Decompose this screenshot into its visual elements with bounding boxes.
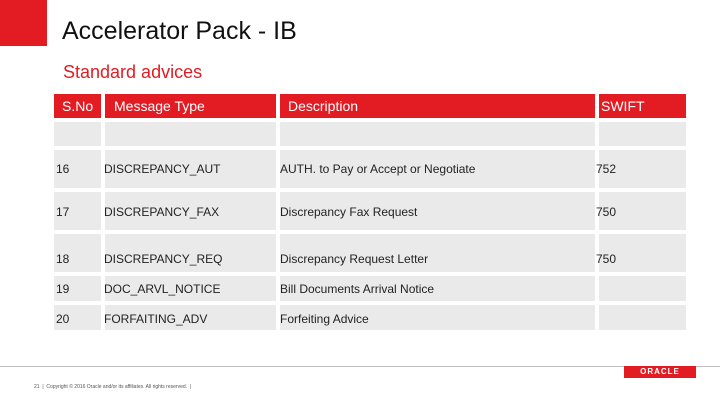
spacer-cell: [54, 122, 101, 146]
cell-sno: 18: [56, 252, 70, 266]
table-row: [54, 276, 686, 301]
cell-sno: 20: [56, 312, 70, 326]
cell-description: Bill Documents Arrival Notice: [280, 282, 435, 296]
cell-bg: [599, 276, 686, 301]
table-header-row: [54, 94, 686, 118]
table-spacer-row: [54, 122, 686, 146]
cell-sno: 19: [56, 282, 70, 296]
cell-description: AUTH. to Pay or Accept or Negotiate: [280, 162, 476, 176]
slide-title: Accelerator Pack - IB: [62, 17, 297, 45]
footer: [34, 384, 191, 390]
cell-message-type: DISCREPANCY_AUT: [104, 162, 221, 176]
oracle-logo: ORACLE: [624, 366, 696, 378]
cell-description: Discrepancy Fax Request: [280, 205, 418, 219]
table-row: [54, 192, 686, 230]
header-sno: S.No: [54, 94, 101, 118]
header-swift: SWIFT: [599, 94, 686, 118]
cell-message-type: DISCREPANCY_FAX: [104, 205, 220, 219]
footer-separator: |: [40, 384, 46, 390]
spacer-cell: [280, 122, 595, 146]
advices-table: [54, 94, 686, 330]
cell-swift: 750: [596, 252, 617, 266]
page-number: 21: [34, 384, 40, 390]
cell-description: Discrepancy Request Letter: [280, 252, 429, 266]
cell-sno: 16: [56, 162, 70, 176]
slide-subtitle: Standard advices: [63, 62, 203, 82]
cell-bg: [599, 305, 686, 330]
footer-separator: |: [188, 384, 192, 390]
cell-description: Forfeiting Advice: [280, 312, 369, 326]
spacer-cell: [599, 122, 686, 146]
header-description: Description: [280, 94, 595, 118]
table-row: [54, 150, 686, 188]
copyright-text: Copyright © 2016 Oracle and/or its affiliates. All rights reserved.: [46, 384, 188, 390]
table-row: [54, 234, 686, 272]
cell-sno: 17: [56, 205, 70, 219]
cell-swift: 752: [596, 162, 617, 176]
accent-bar: [0, 0, 47, 46]
cell-message-type: DOC_ARVL_NOTICE: [104, 282, 221, 296]
cell-swift: 750: [596, 205, 617, 219]
footer-divider: [0, 366, 720, 367]
cell-message-type: FORFAITING_ADV: [104, 312, 208, 326]
table-row: [54, 305, 686, 330]
spacer-cell: [105, 122, 276, 146]
header-message-type: Message Type: [105, 94, 276, 118]
cell-message-type: DISCREPANCY_REQ: [104, 252, 223, 266]
